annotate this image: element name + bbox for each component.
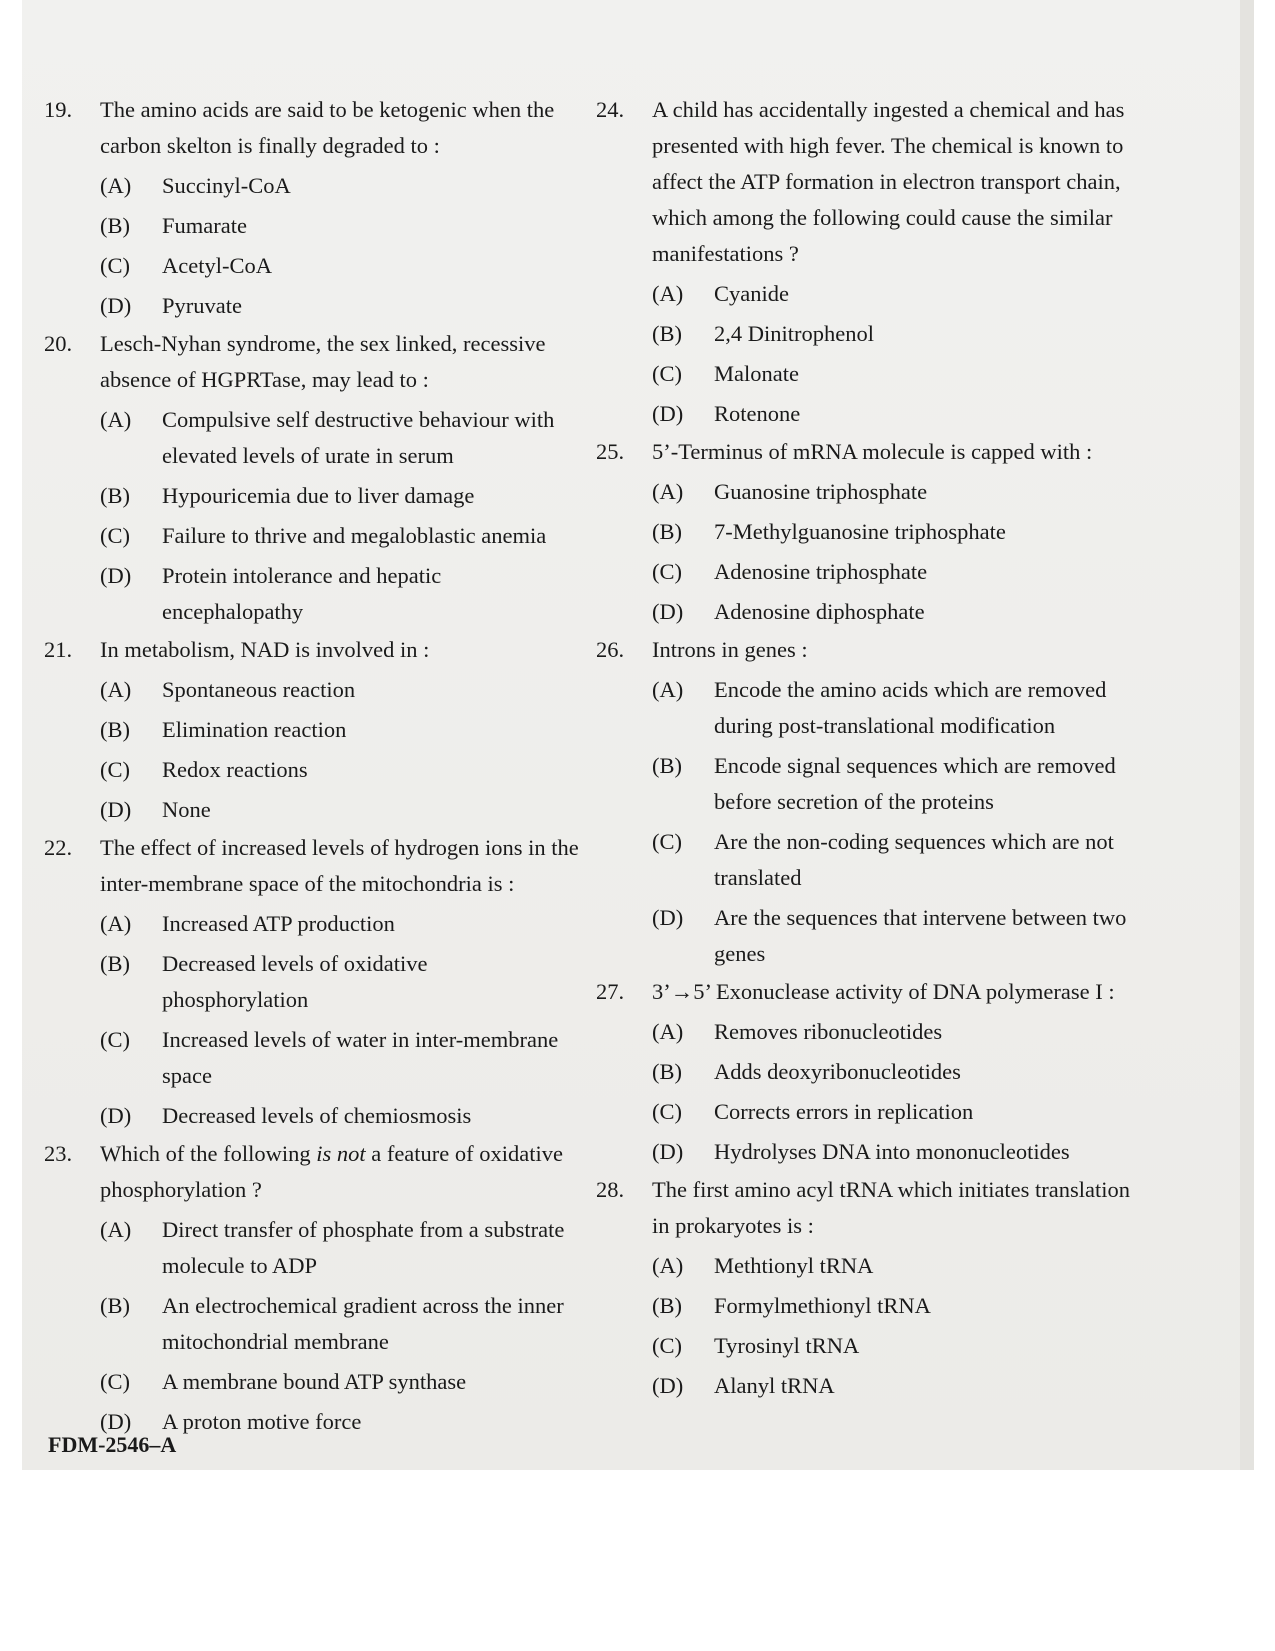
option-text: Removes ribonucleotides — [714, 1019, 943, 1044]
option-letter: (A) — [100, 173, 132, 198]
question-number: 26. — [596, 637, 625, 662]
option-text: Hydrolyses DNA into mononucleotides — [714, 1139, 1070, 1164]
option — [100, 1212, 579, 1284]
option — [652, 1054, 1136, 1090]
option-letter: (B) — [100, 951, 130, 976]
option-letter: (C) — [100, 1369, 130, 1394]
option-text: Guanosine triphosphate — [714, 479, 928, 504]
option-text: A membrane bound ATP synthase — [162, 1369, 467, 1394]
option — [100, 478, 579, 514]
question-number: 19. — [44, 97, 73, 122]
option — [652, 1328, 1136, 1364]
option-letter: (B) — [100, 717, 130, 742]
option — [100, 712, 579, 748]
question-text: The first amino acyl tRNA which initiates translation in prokaryotes is : — [652, 1177, 1131, 1238]
option — [100, 288, 579, 324]
option — [100, 1288, 579, 1360]
option — [100, 168, 579, 204]
option — [100, 906, 579, 942]
option-letter: (D) — [652, 401, 684, 426]
question-text: The effect of increased levels of hydrogen ions in the inter-membrane space of the mitochondria is : — [100, 835, 579, 896]
option-text: Failure to thrive and megaloblastic anemia — [162, 523, 547, 548]
option-text: Elimination reaction — [162, 717, 347, 742]
option-letter: (D) — [100, 1409, 132, 1434]
option — [652, 514, 1136, 550]
option-letter: (B) — [100, 1293, 130, 1318]
page-code: FDM-2546–A — [48, 1432, 177, 1457]
question-text: A child has accidentally ingested a chemical and has presented with high fever. The chemical is known to affect the ATP formation in electron transport chain, which among the following could cause the similar manifestations ? — [652, 97, 1125, 266]
option-text: Compulsive self destructive behaviour with elevated levels of urate in serum — [162, 407, 555, 468]
option-text: Alanyl tRNA — [714, 1373, 835, 1398]
option — [652, 900, 1136, 972]
option-text: An electrochemical gradient across the inner mitochondrial membrane — [162, 1293, 564, 1354]
question-number: 25. — [596, 439, 625, 464]
option-letter: (D) — [652, 599, 684, 624]
option-text: Hypouricemia due to liver damage — [162, 483, 475, 508]
option-text: Redox reactions — [162, 757, 308, 782]
option — [100, 792, 579, 828]
option — [100, 402, 579, 474]
option-letter: (A) — [652, 281, 684, 306]
option-letter: (C) — [100, 1027, 130, 1052]
option-text: Methtionyl tRNA — [714, 1253, 874, 1278]
option-letter: (C) — [652, 829, 682, 854]
option-text: Are the sequences that intervene between two genes — [714, 905, 1127, 966]
option-text: Are the non-coding sequences which are not translated — [714, 829, 1114, 890]
option-text: Acetyl-CoA — [162, 253, 272, 278]
option-text: Rotenone — [714, 401, 801, 426]
option-text: Succinyl-CoA — [162, 173, 291, 198]
option-text: Spontaneous reaction — [162, 677, 356, 702]
question-text: 5’-Terminus of mRNA molecule is capped with : — [652, 439, 1093, 464]
option-letter: (A) — [100, 677, 132, 702]
option-letter: (A) — [652, 677, 684, 702]
question-text: Which of the following is not a feature of oxidative phosphorylation ? — [100, 1141, 563, 1202]
option-text: Pyruvate — [162, 293, 242, 318]
option-text: Decreased levels of chemiosmosis — [162, 1103, 472, 1128]
option-letter: (B) — [652, 519, 682, 544]
option — [100, 1364, 579, 1400]
emphasis-text: is not — [316, 1141, 366, 1166]
option — [652, 1094, 1136, 1130]
option — [100, 946, 579, 1018]
option-text: Fumarate — [162, 213, 247, 238]
option — [652, 316, 1136, 352]
option-text: Tyrosinyl tRNA — [714, 1333, 860, 1358]
option-letter: (C) — [100, 253, 130, 278]
left-column — [44, 92, 579, 1442]
option-text: Decreased levels of oxidative phosphorylation — [162, 951, 428, 1012]
question-text: Introns in genes : — [652, 637, 808, 662]
option — [652, 356, 1136, 392]
option-letter: (A) — [100, 911, 132, 936]
option-text: 7-Methylguanosine triphosphate — [714, 519, 1006, 544]
option-text: Corrects errors in replication — [714, 1099, 974, 1124]
option-letter: (D) — [652, 1139, 684, 1164]
option — [652, 554, 1136, 590]
option — [652, 1248, 1136, 1284]
right-column — [596, 92, 1136, 1406]
option-letter: (B) — [652, 1059, 682, 1084]
option — [100, 1022, 579, 1094]
option-text: Adds deoxyribonucleotides — [714, 1059, 961, 1084]
option — [100, 558, 579, 630]
option — [652, 474, 1136, 510]
option-text: Formylmethionyl tRNA — [714, 1293, 931, 1318]
option-letter: (C) — [100, 523, 130, 548]
question-23 — [44, 1136, 579, 1440]
option-text: Cyanide — [714, 281, 789, 306]
option-letter: (B) — [652, 321, 682, 346]
option-letter: (C) — [652, 1099, 682, 1124]
option-text: Direct transfer of phosphate from a substrate molecule to ADP — [162, 1217, 565, 1278]
option-letter: (B) — [100, 483, 130, 508]
question-21 — [44, 632, 579, 828]
option — [100, 208, 579, 244]
option — [100, 1098, 579, 1134]
question-number: 21. — [44, 637, 73, 662]
option-letter: (C) — [652, 361, 682, 386]
option — [100, 248, 579, 284]
option — [652, 1288, 1136, 1324]
question-19 — [44, 92, 579, 324]
question-text: The amino acids are said to be ketogenic when the carbon skelton is finally degraded to : — [100, 97, 555, 158]
option-letter: (D) — [652, 905, 684, 930]
option — [652, 748, 1136, 820]
question-28 — [596, 1172, 1136, 1404]
option-letter: (A) — [652, 479, 684, 504]
option-letter: (A) — [100, 407, 132, 432]
option-text: A proton motive force — [162, 1409, 362, 1434]
question-number: 20. — [44, 331, 73, 356]
question-20 — [44, 326, 579, 630]
option — [100, 672, 579, 708]
option-letter: (D) — [100, 563, 132, 588]
question-text: Lesch-Nyhan syndrome, the sex linked, recessive absence of HGPRTase, may lead to : — [100, 331, 546, 392]
option-text: Protein intolerance and hepatic encephalopathy — [162, 563, 442, 624]
option-text: None — [162, 797, 211, 822]
question-number: 24. — [596, 97, 625, 122]
question-number: 27. — [596, 979, 625, 1004]
option — [652, 1014, 1136, 1050]
option-letter: (D) — [100, 293, 132, 318]
option-letter: (C) — [652, 559, 682, 584]
option-text: Adenosine triphosphate — [714, 559, 928, 584]
option-letter: (C) — [652, 1333, 682, 1358]
option-letter: (A) — [652, 1253, 684, 1278]
option-letter: (C) — [100, 757, 130, 782]
question-24 — [596, 92, 1136, 432]
option-text: Increased ATP production — [162, 911, 395, 936]
option-text: Encode signal sequences which are removed before secretion of the proteins — [714, 753, 1116, 814]
question-text: In metabolism, NAD is involved in : — [100, 637, 430, 662]
option-text: Encode the amino acids which are removed during post-translational modification — [714, 677, 1107, 738]
option — [652, 276, 1136, 312]
option — [652, 1368, 1136, 1404]
option — [652, 594, 1136, 630]
option — [652, 672, 1136, 744]
page-edge — [1240, 0, 1254, 1470]
option — [100, 752, 579, 788]
option-letter: (B) — [652, 1293, 682, 1318]
option — [100, 518, 579, 554]
question-22 — [44, 830, 579, 1134]
question-number: 23. — [44, 1141, 73, 1166]
option-letter: (D) — [100, 797, 132, 822]
option-letter: (A) — [652, 1019, 684, 1044]
option-text: Adenosine diphosphate — [714, 599, 925, 624]
question-26 — [596, 632, 1136, 972]
option-letter: (A) — [100, 1217, 132, 1242]
option — [652, 824, 1136, 896]
question-27 — [596, 974, 1136, 1170]
option-letter: (B) — [652, 753, 682, 778]
option-text: 2,4 Dinitrophenol — [714, 321, 874, 346]
option-text: Malonate — [714, 361, 799, 386]
option-letter: (B) — [100, 213, 130, 238]
option-text: Increased levels of water in inter-membrane space — [162, 1027, 559, 1088]
option — [652, 1134, 1136, 1170]
question-25 — [596, 434, 1136, 630]
question-number: 28. — [596, 1177, 625, 1202]
question-text: 3’→5’ Exonuclease activity of DNA polymerase I : — [652, 979, 1115, 1004]
option — [652, 396, 1136, 432]
option-letter: (D) — [100, 1103, 132, 1128]
question-number: 22. — [44, 835, 73, 860]
option-letter: (D) — [652, 1373, 684, 1398]
